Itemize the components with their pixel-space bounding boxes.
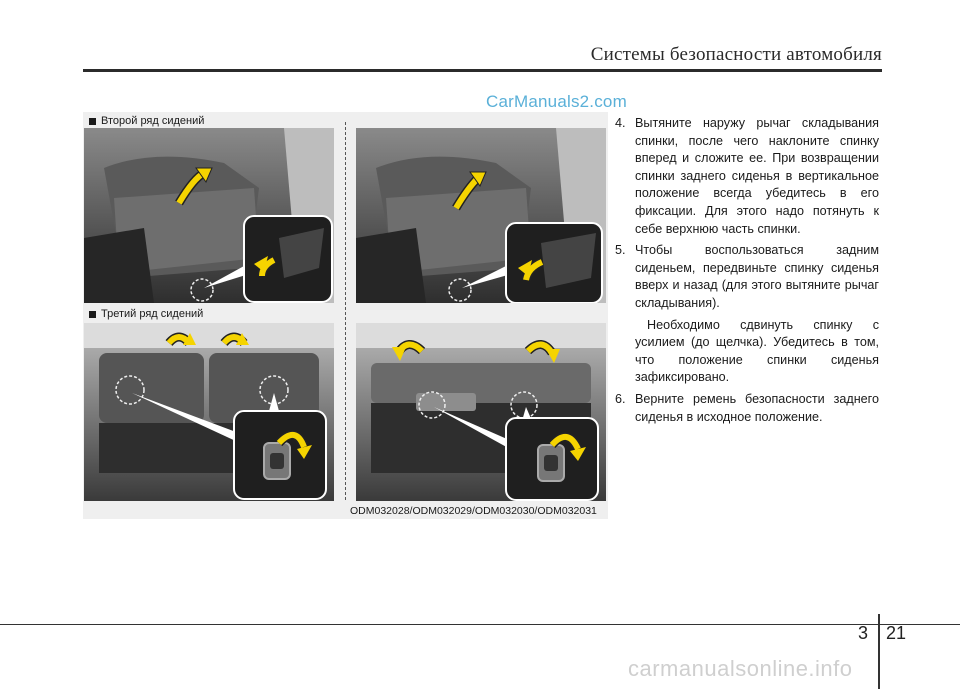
bullet-square-icon xyxy=(89,118,96,125)
figure-codes: ODM032028/ODM032029/ODM032030/ODM032031 xyxy=(350,505,597,517)
label-third-row-text: Третий ряд сидений xyxy=(101,308,204,320)
figure-divider xyxy=(345,122,346,500)
page-number: 21 xyxy=(886,623,907,643)
label-second-row-text: Второй ряд сидений xyxy=(101,115,205,127)
step-number: 4. xyxy=(615,116,626,130)
step-4 xyxy=(613,115,879,238)
step-5 xyxy=(613,242,879,312)
step-number: 5. xyxy=(615,243,626,258)
page-separator xyxy=(878,614,880,689)
page-header-title: Системы безопасности автомобиля xyxy=(590,44,882,65)
photo-third-row-folding xyxy=(84,323,334,501)
photo-second-row-returning xyxy=(356,128,606,303)
page-chapter: 3 xyxy=(858,623,869,643)
watermark-bottom[interactable]: carmanualsonline.info xyxy=(628,656,853,681)
bullet-square-icon xyxy=(89,311,96,318)
header-rule xyxy=(83,69,882,72)
photo-third-row-folded xyxy=(356,323,606,501)
watermark-top[interactable]: CarManuals2.com xyxy=(486,92,627,111)
step-text: Вытяните наружу рычаг складывания спинки, после чего наклоните спинку вперед и сложите ее. При возвращении спинки заднего сиденья в вертикальное положение всегда убедитесь в его фиксации. Для этого надо потянуть к себе верхнюю часть спинки. xyxy=(635,116,879,236)
step-6 xyxy=(613,391,879,426)
photo-second-row-folding xyxy=(84,128,334,303)
section-label-third-row xyxy=(89,308,203,320)
step-text: Чтобы воспользоваться задним сиденьем, передвиньте спинку сиденья вверх и назад (для этого вытяните рычаг складывания). xyxy=(635,243,879,310)
step-number: 6. xyxy=(615,391,626,406)
section-label-second-row xyxy=(89,115,204,127)
step-text: Верните ремень безопасности заднего сиденья в исходное положение. xyxy=(635,391,879,424)
instructions-column xyxy=(613,115,879,430)
step-5-note: Необходимо сдвинуть спинку с усилием (до щелчка). Убедитесь в том, что положение спинки сиденья зафиксировано. xyxy=(635,317,879,385)
footer-rule xyxy=(0,624,960,625)
